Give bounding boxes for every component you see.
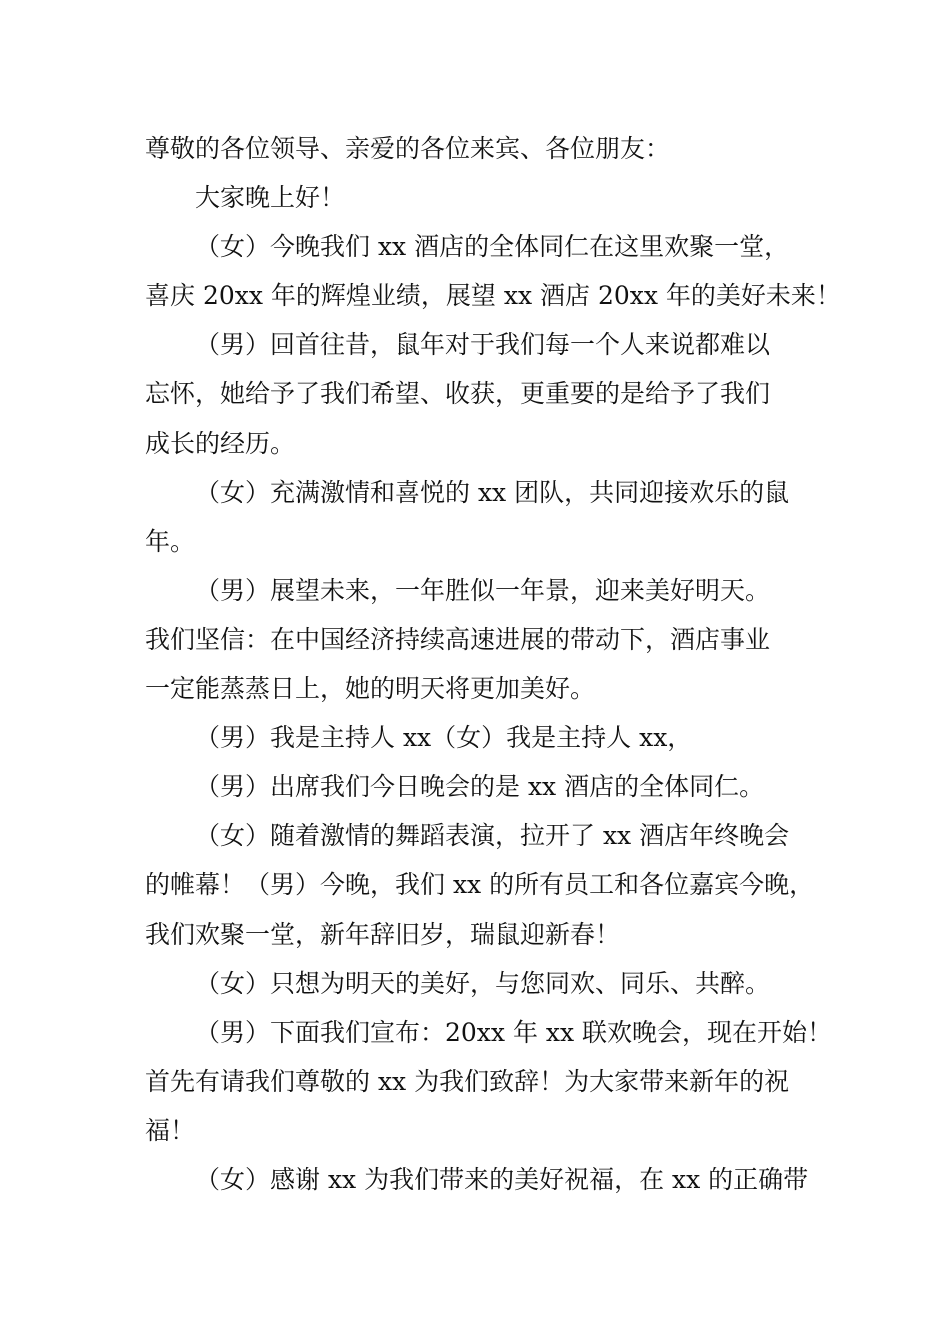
text-line-16: 的帷幕！（男）今晚，我们 xx 的所有员工和各位嘉宾今晚，	[145, 870, 815, 900]
document-page	[145, 124, 841, 1204]
text-line-15: （女）随着激情的舞蹈表演，拉开了 xx 酒店年终晚会	[195, 821, 790, 851]
text-line-10: （男）展望未来，一年胜似一年景，迎来美好明天。	[195, 575, 771, 605]
text-line-4: 喜庆 20xx 年的辉煌业绩，展望 xx 酒店 20xx 年的美好未来！	[145, 281, 841, 311]
text-line-1: 尊敬的各位领导、亲爱的各位来宾、各位朋友：	[145, 134, 671, 163]
text-line-11: 我们坚信：在中国经济持续高速进展的带动下，酒店事业	[145, 624, 771, 654]
text-line-13: （男）我是主持人 xx（女）我是主持人 xx，	[195, 723, 693, 753]
text-line-18: （女）只想为明天的美好，与您同欢、同乐、共醉。	[195, 968, 771, 998]
text-line-6: 忘怀，她给予了我们希望、收获，更重要的是给予了我们	[145, 379, 771, 409]
text-line-9: 年。	[145, 526, 196, 556]
text-line-17: 我们欢聚一堂，新年辞旧岁，瑞鼠迎新春！	[145, 919, 621, 949]
text-line-22: （女）感谢 xx 为我们带来的美好祝福，在 xx 的正确带	[195, 1164, 809, 1194]
text-line-8: （女）充满激情和喜悦的 xx 团队，共同迎接欢乐的鼠	[195, 477, 790, 507]
text-line-19: （男）下面我们宣布：20xx 年 xx 联欢晚会，现在开始！	[195, 1017, 833, 1047]
text-line-3: （女）今晚我们 xx 酒店的全体同仁在这里欢聚一堂，	[195, 232, 790, 262]
text-line-14: （男）出席我们今日晚会的是 xx 酒店的全体同仁。	[195, 772, 765, 802]
text-line-21: 福！	[145, 1115, 196, 1145]
text-line-12: 一定能蒸蒸日上，她的明天将更加美好。	[145, 674, 596, 704]
text-line-7: 成长的经历。	[145, 428, 296, 458]
text-line-5: （男）回首往昔，鼠年对于我们每一个人来说都难以	[195, 330, 771, 360]
text-line-20: 首先有请我们尊敬的 xx 为我们致辞！为大家带来新年的祝	[145, 1066, 790, 1096]
text-line-2: 大家晚上好！	[195, 183, 346, 213]
